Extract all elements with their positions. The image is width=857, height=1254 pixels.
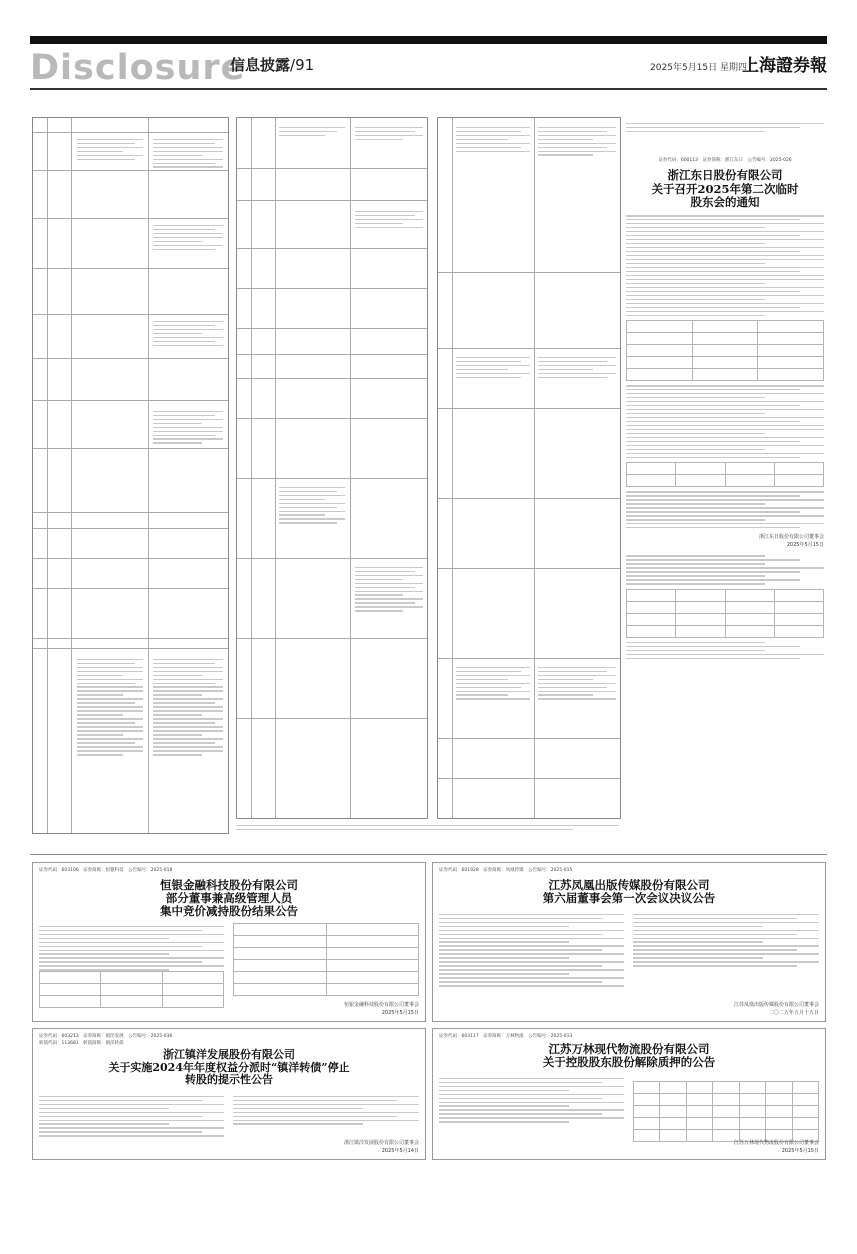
hengyin-sign-company: 恒银金融科技股份有限公司董事会 [343, 1002, 419, 1008]
hengyin-shareholder-table [39, 971, 224, 1008]
publication-date: 2025年5月15日 星期四 [650, 63, 747, 73]
dongri-meta: 证券代码：600113 证券简称：浙江东日 公告编号：2025-026 [658, 158, 792, 164]
zhenyang-title-line1: 浙江镇洋发展股份有限公司 [163, 1048, 295, 1061]
section-name: 信息披露 [230, 56, 291, 74]
wanlin-meta: 证券代码：603117 证券简称：万林物流 公告编号：2025-013 [439, 1034, 573, 1039]
notice-hengyin [32, 862, 426, 1022]
notice-dongri [626, 120, 824, 850]
dongri-proposal-table [626, 320, 824, 381]
dongri-title-line1: 浙江东日股份有限公司 [667, 168, 783, 183]
masthead [30, 46, 827, 86]
fenghuang-title-line1: 江苏凤凰出版传媒股份有限公司 [548, 878, 710, 892]
fenghuang-title-line2: 第六届董事会第一次会议决议公告 [542, 891, 716, 906]
dongri-title-line3: 股东会的通知 [690, 194, 760, 209]
wanlin-title-line1: 江苏万林现代物流股份有限公司 [548, 1042, 710, 1056]
notice-zhenyang [32, 1028, 426, 1160]
zhenyang-meta: 证券代码：603213 证券简称：镇洋发展 公告编号：2025-036 [39, 1034, 173, 1039]
zhenyang-sign-date: 2025年5月14日 [381, 1147, 419, 1154]
header-rule [30, 88, 827, 90]
hengyin-result-table [233, 923, 419, 996]
notice-wanlin [432, 1028, 826, 1160]
amendment-table-right [437, 117, 621, 819]
fenghuang-meta: 证券代码：601928 证券简称：凤凰传媒 公告编号：2025-015 [439, 868, 573, 873]
dongri-title-line2: 关于召开2025年第二次临时 [651, 181, 799, 196]
wanlin-title-line2: 关于控股股东股份解除质押的公告 [542, 1055, 716, 1070]
hengyin-title-line1: 恒银金融科技股份有限公司 [160, 878, 298, 892]
section-title [230, 54, 314, 75]
hengyin-title-line3: 集中竞价减持股份结果公告 [160, 904, 298, 919]
zhenyang-sign-company: 浙江镇洋发展股份有限公司董事会 [343, 1140, 419, 1146]
hengyin-sign-date: 2025年5月15日 [381, 1009, 419, 1016]
hengyin-meta: 证券代码：603106 证券简称：恒银科技 公告编号：2025-018 [39, 868, 173, 873]
brand-wordmark: Disclosure [30, 48, 246, 88]
wanlin-sign-company: 江苏万林现代物流股份有限公司董事会 [733, 1140, 819, 1146]
zhenyang-title-line3: 转股的提示性公告 [185, 1073, 273, 1087]
fenghuang-sign-company: 江苏凤凰出版传媒股份有限公司董事会 [733, 1002, 819, 1008]
page-number: /91 [290, 56, 315, 74]
dongri-sign-date: 2025年5月15日 [786, 541, 824, 548]
hengyin-title-line2: 部分董事兼高级管理人员 [165, 891, 293, 906]
top-black-bar [30, 36, 827, 44]
amendment-table-left [32, 117, 229, 834]
dongri-proxy-table [626, 589, 824, 638]
amendment-table-middle [236, 117, 428, 819]
wanlin-sign-date: 2025年5月15日 [781, 1147, 819, 1154]
dongri-prev-sign [626, 136, 824, 144]
table-footnote [236, 822, 619, 833]
dongri-registration-table [626, 462, 824, 487]
section-divider [30, 854, 827, 855]
zhenyang-title-line2: 关于实施2024年年度权益分派时“镇洋转债”停止 [108, 1060, 350, 1074]
notice-fenghuang [432, 862, 826, 1022]
zhenyang-meta-bond: 转债代码：113681 转债简称：镇洋转债 [39, 1041, 124, 1046]
fenghuang-sign-date: 二〇二五年五月十五日 [768, 1009, 819, 1016]
newspaper-name: 上海證券報 [742, 56, 827, 76]
wanlin-pledge-table [633, 1081, 819, 1142]
dongri-sign-company: 浙江东日股份有限公司董事会 [758, 534, 824, 541]
